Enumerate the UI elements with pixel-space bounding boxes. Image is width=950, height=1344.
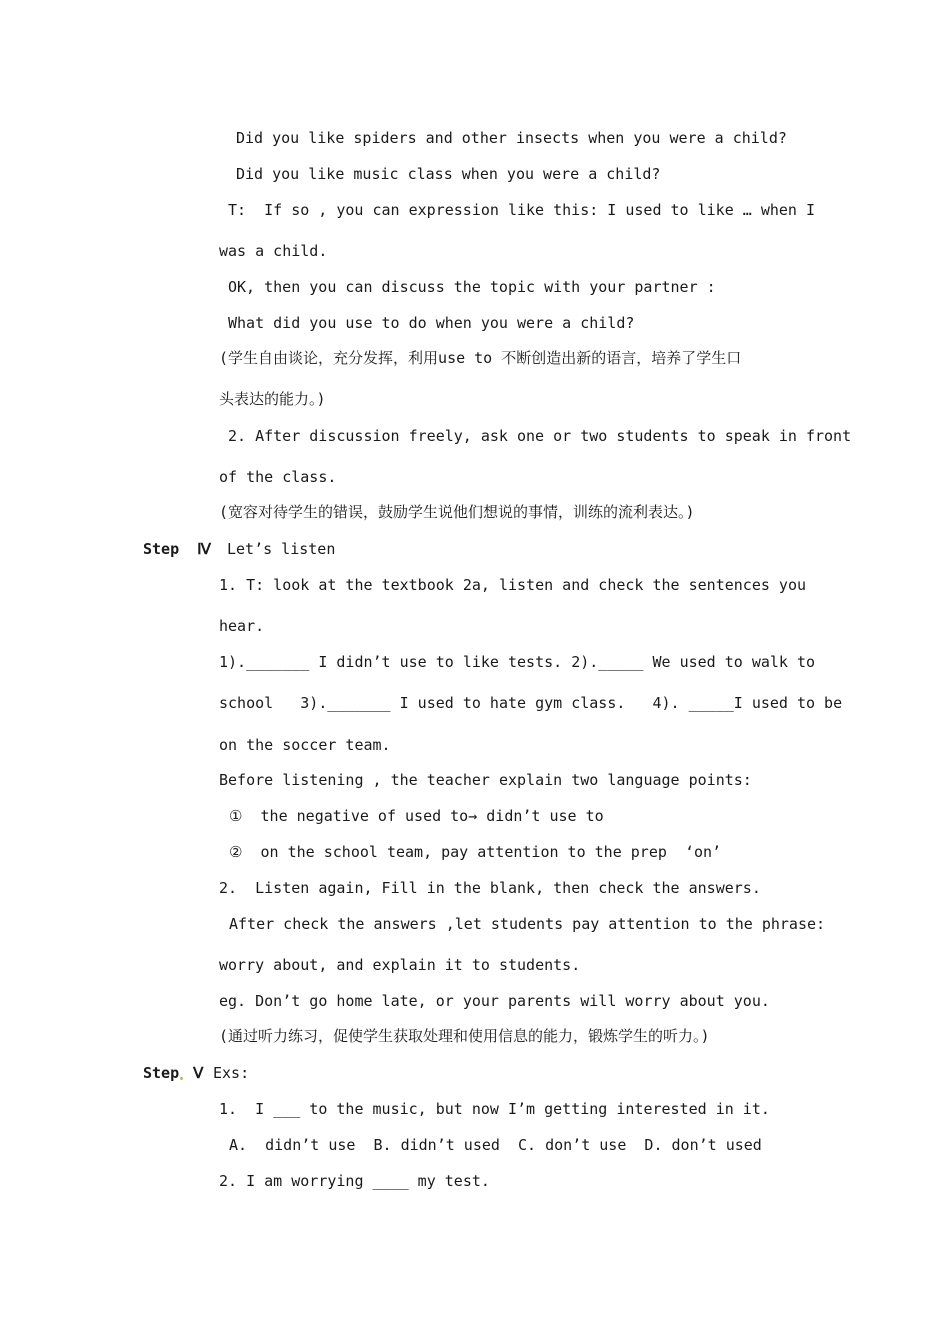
- text-line: T: If so , you can expression like this: I used to like … when I: [228, 201, 815, 219]
- text-line: ② on the school team, pay attention to the prep ‘on’: [229, 843, 722, 861]
- text-line: was a child.: [219, 242, 328, 260]
- text-line: 1. I ___ to the music, but now I’m getting interested in it.: [219, 1100, 770, 1118]
- text-line: of the class.: [219, 468, 337, 486]
- text-line: Did you like spiders and other insects when you were a child?: [236, 129, 787, 147]
- step-5-heading: [143, 1063, 203, 1083]
- text-line: 1)._______ I didn’t use to like tests. 2)._____ We used to walk to: [219, 653, 816, 671]
- text-line: 2. Listen again, Fill in the blank, then check the answers.: [219, 879, 761, 897]
- text-line: (通过听力练习，促使学生获取处理和使用信息的能力，锻炼学生的听力。): [219, 1027, 710, 1045]
- text-line: After check the answers ,let students pay attention to the phrase:: [229, 915, 826, 933]
- text-line: 2. I am worrying ____ my test.: [219, 1172, 490, 1190]
- text-line: (学生自由谈论，充分发挥，利用use to 不断创造出新的语言，培养了学生口: [219, 349, 742, 367]
- step-4-title: Let’s listen: [227, 540, 336, 558]
- text-line: 1. T: look at the textbook 2a, listen and check the sentences you: [219, 576, 806, 594]
- text-line: 2. After discussion freely, ask one or two students to speak in front: [228, 427, 852, 445]
- text-line: A. didn’t use B. didn’t used C. don’t use D. don’t used: [229, 1136, 762, 1154]
- text-line: (宽容对待学生的错误，鼓励学生说他们想说的事情，训练的流利表达。): [219, 503, 695, 521]
- text-line: Before listening , the teacher explain two language points:: [219, 771, 752, 789]
- text-line: worry about, and explain it to students.: [219, 956, 581, 974]
- step-5-title: Exs:: [213, 1064, 250, 1082]
- text-line: ① the negative of used to→ didn’t use to: [229, 807, 604, 825]
- text-line: Did you like music class when you were a child?: [236, 165, 661, 183]
- text-line: What did you use to do when you were a child?: [228, 314, 635, 332]
- text-line: school 3)._______ I used to hate gym class. 4). _____I used to be: [219, 694, 843, 712]
- text-line: on the soccer team.: [219, 736, 391, 754]
- mark-dot: [180, 1077, 183, 1080]
- text-line: 头表达的能力。): [219, 390, 326, 408]
- text-line: eg. Don’t go home late, or your parents will worry about you.: [219, 992, 770, 1010]
- text-line: hear.: [219, 617, 265, 635]
- step-5-label: Step: [143, 1064, 180, 1082]
- step-5-number: Ⅴ: [193, 1064, 204, 1082]
- step-4-heading: Step Ⅳ: [143, 540, 212, 558]
- text-line: OK, then you can discuss the topic with your partner :: [228, 278, 716, 296]
